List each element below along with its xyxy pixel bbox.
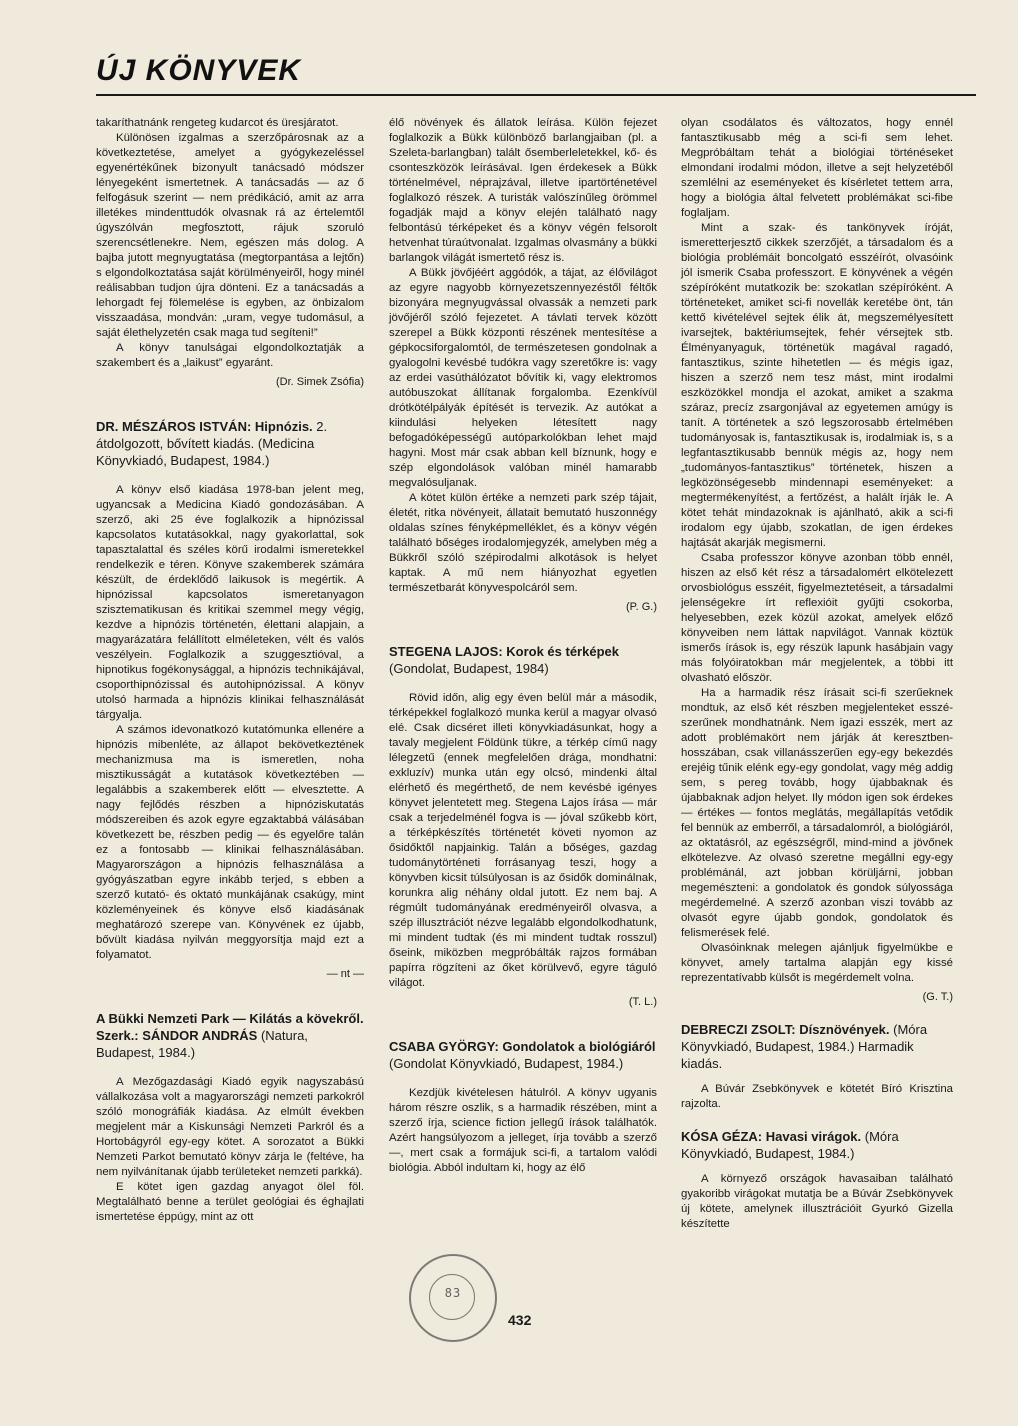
paragraph: A Bükk jövőjéért aggódók, a tájat, az élővilágot az egyre nagyobb környezetszennyezéstől féltők bizonyára megnyugvással olvassák a nemzeti park jövőjéről szóló fejezetet. A távlati tervek között szerepel a Bükk központi részének mentesítése a gépkocsiforgalomtól, de természetesen gondolnak a gyalogolni kevésbé tudókra vagy szeretőkre is: vagy az erdei vasúthálózatot bővítik ki, vagy elektromos autóbuszokat állítanak forgalomba. Ezenkívül drótkötélpályák építését is tervezik. Az autókat a kiindulási helyeken létesített nagy befogadóképességű autóparkolókban lehet majd hagyni. Most már csak abban kell bíznunk, hogy e szép elgondolások valóban minél hamarabb megvalósuljanak. [389, 267, 657, 489]
review-publication: (Móra Könyvkiadó, Budapest, 1984.) Harmadik kiadás. [681, 1022, 928, 1071]
review-heading [389, 1038, 657, 1072]
review-heading [681, 1128, 953, 1162]
review-heading [389, 643, 657, 677]
review-publication: (Móra Könyvkiadó, Budapest, 1984.) [681, 1129, 899, 1161]
review-publication: 2. átdolgozott, bővített kiadás. (Medicina Könyvkiadó, Budapest, 1984.) [96, 419, 328, 468]
review-author-title: A Bükki Nemzeti Park — Kilátás a kövekről. Szerk.: SÁNDOR ANDRÁS [96, 1011, 364, 1043]
review-author-title: CSABA GYÖRGY: Gondolatok a biológiáról [389, 1039, 656, 1054]
review-signature: (T. L.) [628, 996, 657, 1008]
page-header [96, 52, 976, 104]
paragraph: A számos idevonatkozó kutatómunka ellenére a hipnózis mibenléte, az állapot bekövetkeztének mechanizmusa ma is ismeretlen, noha misztikusságát a kutatások következtében — legalábbis a szakemberek előtt — elvesztette. A nagy fejlődés részben a hipnóziskutatás módszereiben és azok egyre egzaktabbá válásában következett be, részben pedig — és egyelőre talán ez a fontosabb — klinikai felhasználásában. Magyarországon a hipnózis felhasználása a gyógyászatban egyre inkább terjed, s ebben a szerző kutató- és oktató munkájának csakúgy, mint közleményeinek és könyve első kiadásának meghatározó szerepe van. Könyvének ez újabb, bővült kiadása nyilván meggyorsítja majd ezt a folyamatot. [96, 724, 364, 961]
review-heading [96, 1010, 364, 1061]
review-signature: (G. T.) [922, 991, 953, 1003]
stamp-text: 83 [444, 1286, 462, 1300]
paragraph: Olvasóinknak melegen ajánljuk figyelmükbe e könyvet, amely tartalma alapján egy kissé reprezentatívabb külsőt is megérdemelt volna. [681, 942, 953, 984]
paragraph: olyan csodálatos és változatos, hogy ennél fantasztikusabb még a sci-fi sem lehet. Megpróbáltam tehát a biológiai történéseket elmondani irodalmi módon, illetve a sejt helyzetéből szemlélni az eseményeket és kísérletet tettem arra, hogy a biológia által felvetett problémákat sci-fibe foglaljam. [681, 117, 953, 219]
paragraph: Mint a szak- és tankönyvek íróját, ismeretterjesztő cikkek szerzőjét, a társadalom és a biológia problémáit boncolgató esszéírót, olvasóink jól ismerik Csaba professzort. E könyvének a végén szépíróként mutatkozik be: szokatlan szépíróként. A történeteket, amiket sci-fi novellák keretébe önt, tán kettő kivételével sejtek élik át, megszemélyesített ivarsejtek, baktériumsejtek, fehér vérsejtek stb. Élményanyaguk, történetük magával ragadó, fantasztikus, szinte hihetetlen — és mégis igaz, hiszen a szerző nem tesz mást, mint irodalmi eszközökkel mondja el azokat, amiket a szakma száraz, precíz zsargonjával az egyetemen amúgy is tanít. A történetek a szó legszorosabb értelmében tudományosak is, fantasztikusak is, irodalmiak is, s a legfantasztikusabb bennük mégis az, hogy nem „tudományos-fantasztikus” történetek, hiszen a legközönségesebb mindennapi eseményeket: a megtermékenyítést, a fertőzést, a halált írják le. A kötet tehát mindazoknak is ajánlható, akik a sci-fi irodalom egy újabb, szokatlan, de igen érdekes hajtását akarják megismerni. [681, 222, 953, 549]
paragraph: takaríthatnánk rengeteg kudarcot és üresjáratot. [96, 117, 339, 129]
paragraph: Különösen izgalmas a szerzőpárosnak az a következtetése, amelyet a gyógykezeléssel egyenértékűnek bizonyult tanácsadó módszer lényegeként ismertetnek. A tanácsadás — az ő felfogásuk szerint — nem prédikáció, amit az arra illetékes mindenttudók olvasnak rá az értelemtől úgyszólván megfosztott, rájuk szoruló szerencsétlenekre. Nem, egészen más dolog. A bajba jutott megnyugtatása (megtorpantása a lejtőn) s elgondolkoztatása saját körülményeiről, hogy minél reálisabban tudjon újra dönteni. Ez a tanácsadás a lehorgadt fej fölemelése is egyben, az önbizalom visszaadása, mondván: „uram, vegye tudomásul, a saját élethelyzetén csak maga tud segíteni!” [96, 132, 364, 339]
review-heading [96, 418, 364, 469]
review-author-title: DEBRECZI ZSOLT: Dísznövények. [681, 1022, 890, 1037]
paragraph: A könyv tanulságai elgondolkoztatják a szakembert és a „laikust” egyaránt. [96, 342, 364, 369]
review-heading [681, 1021, 953, 1072]
review-publication: (Natura, Budapest, 1984.) [96, 1028, 308, 1060]
section-title: ÚJ KÖNYVEK [96, 54, 302, 87]
review-author-title: STEGENA LAJOS: Korok és térképek [389, 644, 619, 659]
review-author-title: KÓSA GÉZA: Havasi virágok. [681, 1129, 862, 1144]
paragraph: Csaba professzor könyve azonban több ennél, hiszen az első két rész a társadalomért elkötelezett orvosbiológus esszéit, figyelmeztetéseit, a társadalmi jelenségekre írt reflexióit gyűjti csokorba, helyesebben, ezek közül azokat, amelyek előző könyveiben nem láttak napvilágot. Vannak köztük ismerős írások is, egy részük lapunk hasábjain vagy más folyóiratokban már megjelentek, a többi itt olvasható először. [681, 552, 953, 684]
column-1 [96, 116, 364, 1225]
page-number: 432 [508, 1312, 532, 1328]
review-publication: (Gondolat, Budapest, 1984) [389, 661, 549, 676]
paragraph: A könyv első kiadása 1978-ban jelent meg, ugyancsak a Medicina Kiadó gondozásában. A szerző, aki 25 éve foglalkozik a hipnózissal kapcsolatos kutatásokkal, nagy gyakorlattal, sok tapasztalattal és széles körű irodalmi ismeretekkel rendelkezik e téren. Könyve szakemberek számára készült, de érdeklődő laikusok is megértik. A hipnózissal kapcsolatos ismeretanyagon szisztematikusan és kritikai szemmel megy végig, kezdve a hipnózis történetén, élettani alapjain, a magyarázatára felállított elméleteken, vélt és valós veszélyein. Foglalkozik a szuggesztióval, a hipnotikus fogékonysággal, a hipnózis technikájával, csoporthipnózissal és autohipnózissal. A könyv utolsó harmada a hipnózis klinikai felhasználását tárgyalja. [96, 484, 364, 721]
paragraph: A kötet külön értéke a nemzeti park szép tájait, életét, ritka növényeit, állatait bemutató huszonnégy oldalas színes fényképmelléklet, és a könyv végén található bőséges irodalomjegyzék, amelyben még a Bükkről szóló szépirodalmi alkotások is helyet kaptak. A mű nem hiányozhat egyetlen természetbarát könyvespolcáról sem. [389, 492, 657, 594]
paragraph: A Mezőgazdasági Kiadó egyik nagyszabású vállalkozása volt a magyarországi nemzeti parkokról szóló monográfiák kiadása. Az elmúlt években megjelent már a Kiskunsági Nemzeti Parkról és a Hortobágyról egy-egy kötet. A sorozatot a Bükki Nemzeti Parkot bemutató könyv zárja le (feltéve, ha nem nyilvánítanak újabb területeket nemzeti parkká). [96, 1076, 364, 1178]
paragraph: Rövid időn, alig egy éven belül már a második, térképekkel foglalkozó munka kerül a magyar olvasó elé. Csak dicséret illeti könyvkiadásunkat, hogy a tavaly megjelent Földünk tükre, a térkép című nagy lélegzetű (ennek megfelelően drága, mondhatni: exkluzív) munka után egy olcsó, mindenki által elérhető és megérthető, de nem kevésbé igényes könyvet jelentetett meg. Stegena Lajos írása — már csak a terjedelménél fogva is — jóval szűkebb kört, a térképkészítés történetét követi nyomon az ősidőktől napjainkig. Talán a bőséges, gazdag tudománytörténeti forrásanyag teszi, hogy a könyvben kicsit túlsúlyosan is az ősidők dominálnak, korunkra alig néhány oldal jutott. Ez nem baj. A régmúlt tudományának eredményeiről olvasva, a szép illusztrációt nézve legalább elgondolkodhatunk, mi mindent tudtak (és mi mindent tudtak rosszul) őseink, miközben megpróbálták rajzos formában papírra rögzíteni az őket körülvevő, egyre táguló világot. [389, 692, 657, 989]
header-rule [96, 94, 976, 96]
paragraph: élő növények és állatok leírása. Külön fejezet foglalkozik a Bükk különböző barlangjaiban (pl. a Szeleta-barlangban) talált ősemberleletekkel, kő- és csonteszközök leírásával. Igen érdekesek a Bükk történelmével, néprajzával, illetve ipartörténetével foglalkozó részek. A turisták valószínűleg örömmel fogadják majd a könyv elején található nagy felbontású térképeket és a könyv végén felsorolt hetvenhat túraútvonalat. Izgalmas olvasmány a bükki barlangok világát ismertető rész is. [389, 117, 657, 264]
library-stamp [409, 1254, 497, 1342]
column-3 [681, 116, 953, 1232]
paragraph: A környező országok havasaiban található gyakoribb virágokat mutatja be a Búvár Zsebkönyvek új kötete, amelynek illusztrációit Gyurkó Gizella készítette [681, 1173, 953, 1230]
paragraph: E kötet igen gazdag anyagot ölel föl. Megtalálható benne a terület geológiai és éghajlati ismertetése éppúgy, mint az ott [96, 1181, 364, 1223]
paragraph: Kezdjük kivételesen hátulról. A könyv ugyanis három részre oszlik, s a harmadik részében, mint a szerző írja, science fiction jellegű írások találhatók. Azért hangsúlyozom a jelleget, írja tovább a szerző —, mert csak a formájuk sci-fi, a tartalom valódi biológia. Abból indultam ki, hogy az élő [389, 1087, 657, 1174]
review-author-title: DR. MÉSZÁROS ISTVÁN: Hipnózis. [96, 419, 313, 434]
paragraph: Ha a harmadik rész írásait sci-fi szerűeknek mondtuk, az első két részben megjelenteket esszé-szerűnek mondhatnánk. Nem igazi esszék, mert az adott problémakört nem járják át keresztben-hosszában, csak villanásszerűen egy-egy bekezdés erejéig tűnik elénk egy-egy gondolat, vagy még addig sem, s pereg tovább, hogy újabbaknak és újabbaknak adjon helyet. Ily módon igen sok érdekes — értékes — fontos meglátás, megállapítás vetődik fel bennük az emberről, a társadalomról, a biológiáról, az oktatásról, az egészségről, mind-mind a jövőnek elkötelezve. Az olvasó szeretne megállni egy-egy problémánál, azt jobban körüljárni, jobban megemészteni: a gondolatok és gondok súlyossága megérdemelné. A szerző azonban viszi tovább az olvasót egyre újabb gondok, gondolatok és felismerések felé. [681, 687, 953, 939]
review-signature: (P. G.) [626, 601, 657, 613]
review-publication: (Gondolat Könyvkiadó, Budapest, 1984.) [389, 1056, 624, 1071]
review-signature: (Dr. Simek Zsófia) [275, 376, 364, 388]
column-2 [389, 116, 657, 1176]
paragraph: A Búvár Zsebkönyvek e kötetét Bíró Krisztina rajzolta. [681, 1083, 953, 1110]
review-signature: — nt — [326, 968, 364, 980]
